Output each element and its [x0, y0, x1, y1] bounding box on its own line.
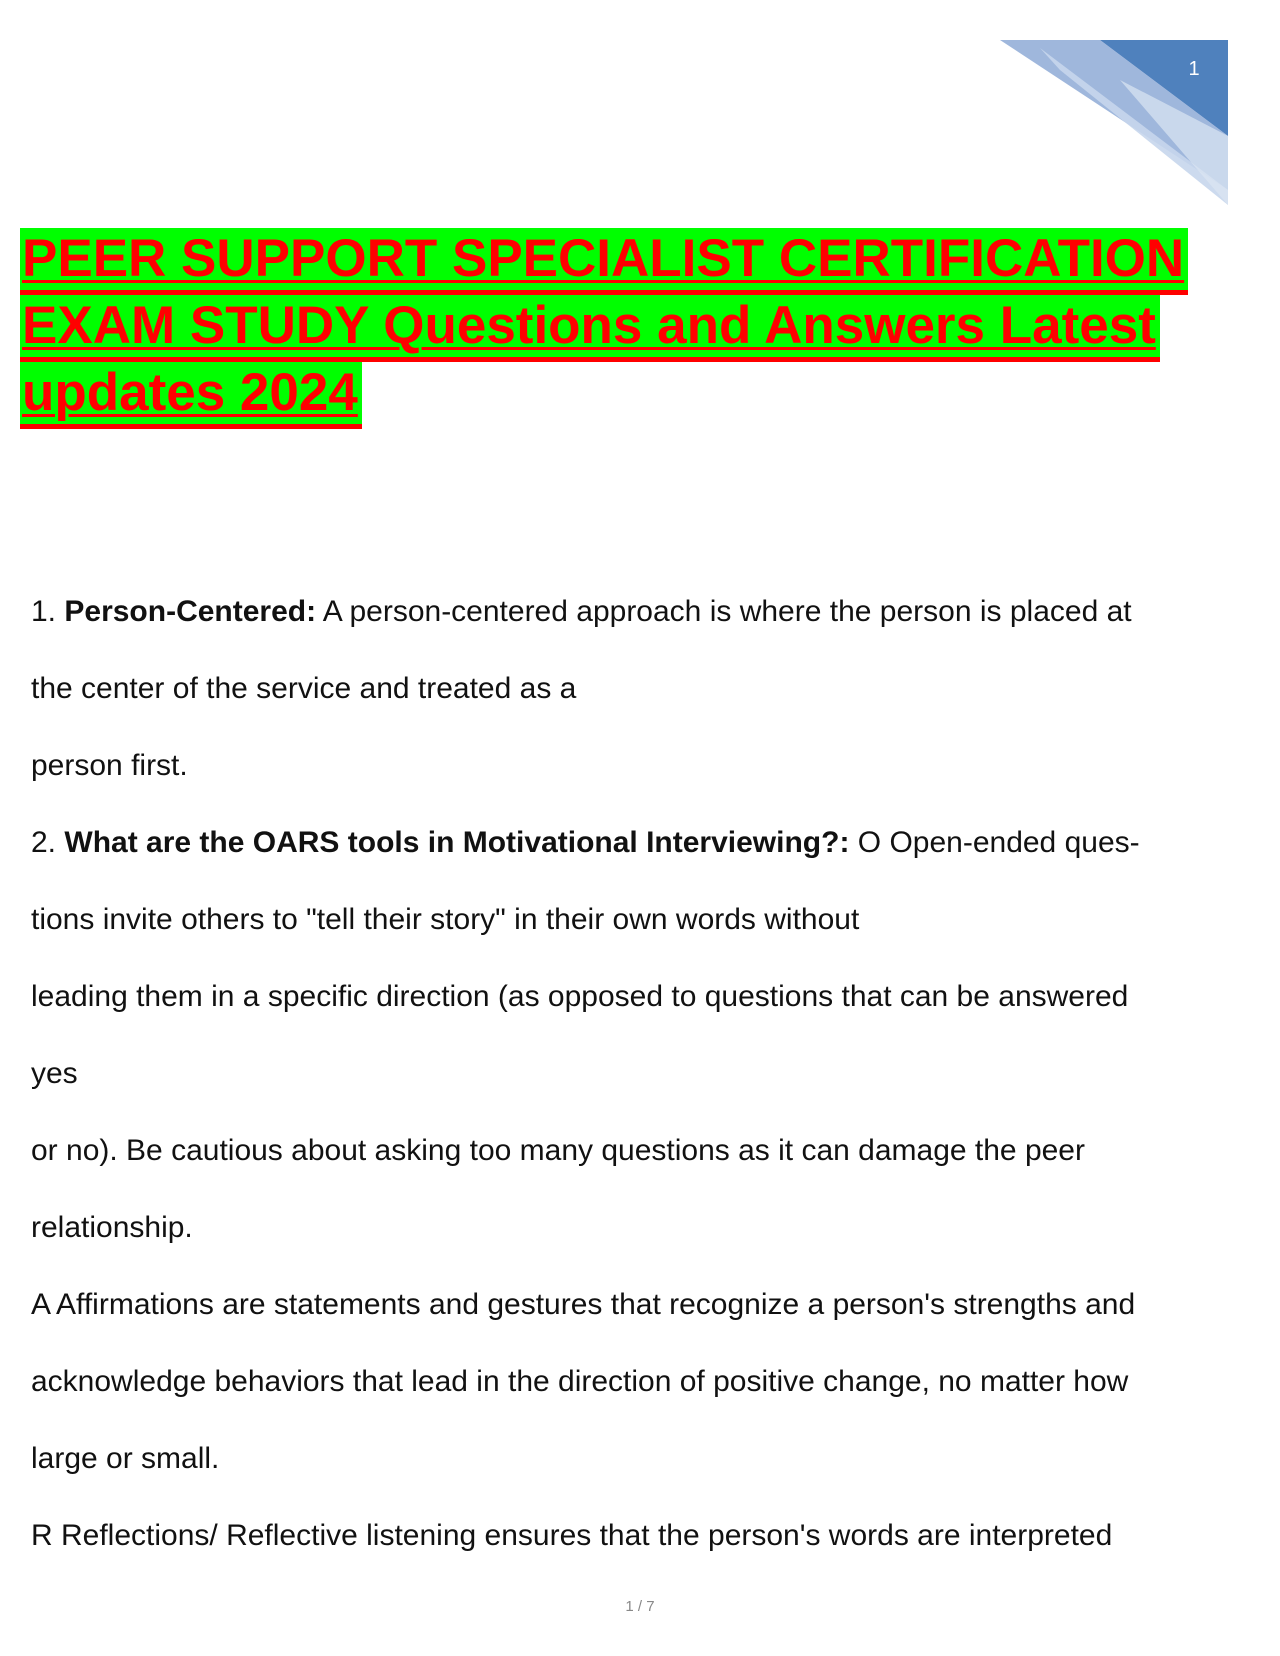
qa-item-2-line: yes [31, 1057, 78, 1090]
document-title [20, 228, 1260, 429]
qa-item-2-line: leading them in a specific direction (as opposed to questions that can be answered [31, 980, 1129, 1013]
item-text: A person-centered approach is where the person is placed at [316, 595, 1132, 628]
title-line: updates 2024 [20, 362, 362, 429]
qa-item-2-line: tions invite others to "tell their story" in their own words without [31, 903, 860, 936]
item-text: O Open-ended ques- [849, 826, 1140, 859]
item-term: Person-Centered: [64, 595, 317, 628]
qa-item-1-line [31, 573, 1251, 650]
item-number: 1. [31, 595, 57, 628]
qa-content [31, 573, 1251, 1574]
qa-item-2-line: A Affirmations are statements and gestures that recognize a person's strengths and [31, 1288, 1136, 1321]
qa-item-2-line: large or small. [31, 1442, 220, 1475]
title-line: EXAM STUDY Questions and Answers Latest [20, 295, 1160, 362]
qa-item-2-line: or no). Be cautious about asking too many questions as it can damage the peer [31, 1134, 1085, 1167]
qa-item-2-line: acknowledge behaviors that lead in the direction of positive change, no matter how [31, 1365, 1129, 1398]
qa-item-2-line: R Reflections/ Reflective listening ensures that the person's words are interpreted [31, 1519, 1113, 1552]
corner-decoration [1000, 40, 1240, 205]
qa-item-1-line: person first. [31, 749, 188, 782]
title-line: PEER SUPPORT SPECIALIST CERTIFICATION [20, 228, 1188, 295]
item-term: What are the OARS tools in Motivational Interviewing?: [64, 826, 850, 859]
page-indicator: 1 / 7 [625, 1598, 655, 1615]
qa-item-2-line [31, 804, 1251, 881]
qa-item-1-line: the center of the service and treated as a [31, 672, 577, 705]
page-number: 1 [1188, 58, 1200, 80]
item-number: 2. [31, 826, 57, 859]
qa-item-2-line: relationship. [31, 1211, 193, 1244]
